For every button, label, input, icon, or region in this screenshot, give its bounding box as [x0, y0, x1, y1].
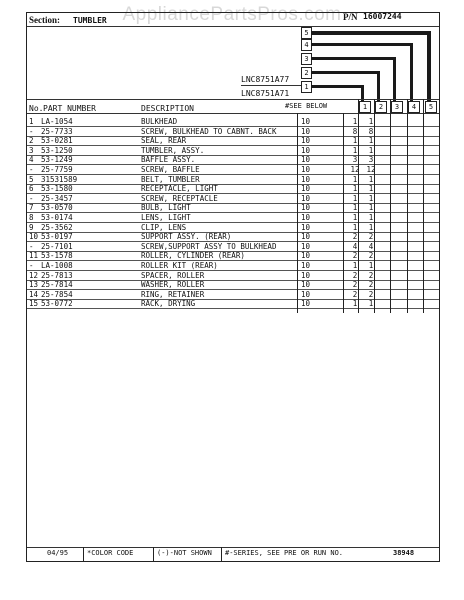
part-no: 9 — [29, 222, 34, 232]
qty: 10 — [301, 232, 311, 242]
part-description: BAFFLE ASSY. — [141, 155, 196, 165]
footer-color-code: *COLOR CODE — [87, 549, 134, 557]
count-col-1: 1 — [352, 117, 358, 126]
part-description: CLIP, LENS — [141, 222, 187, 232]
part-no: 11 — [29, 251, 39, 261]
col6-line — [423, 99, 424, 313]
section-label: Section: — [29, 15, 60, 25]
qty: 10 — [301, 193, 311, 203]
count-col-1: 1 — [352, 193, 358, 203]
part-no: 1 — [29, 117, 34, 126]
part-number: 25-7814 — [41, 280, 73, 290]
part-description: SPACER, ROLLER — [141, 270, 205, 280]
leader-3-v — [393, 57, 396, 101]
qty: 10 — [301, 241, 311, 251]
footer-doc-no: 38948 — [393, 549, 415, 557]
count-col-2: 1 — [368, 184, 374, 194]
part-no: - — [29, 261, 34, 270]
part-no: 10 — [29, 232, 39, 242]
count-col-1: 8 — [352, 126, 358, 136]
part-description: RACK, DRYING — [141, 299, 196, 309]
parts-list-sheet — [26, 12, 440, 562]
part-no: - — [29, 165, 34, 174]
count-col-1: 2 — [352, 280, 358, 290]
qty: 10 — [301, 222, 311, 232]
count-col-1: 1 — [352, 184, 358, 194]
count-col-2: 1 — [368, 193, 374, 203]
bottom-box-3: 3 — [391, 101, 403, 113]
qty: 10 — [301, 251, 311, 261]
part-number: 25-7733 — [41, 126, 73, 136]
part-no: - — [29, 241, 34, 251]
footer-not-shown: (-)-NOT SHOWN — [157, 549, 212, 557]
part-description: SEAL, REAR — [141, 136, 187, 146]
leader-4-h — [311, 43, 413, 46]
count-col-2: 2 — [368, 251, 374, 261]
qty: 10 — [301, 126, 311, 136]
count-col-2: 1 — [368, 213, 374, 222]
qty: 10 — [301, 213, 311, 222]
qty: 10 — [301, 261, 311, 270]
count-col-2: 1 — [368, 136, 374, 146]
part-no: - — [29, 193, 34, 203]
count-col-2: 1 — [368, 117, 374, 126]
count-col-2: 3 — [368, 155, 374, 165]
part-description: RING, RETAINER — [141, 289, 205, 299]
qty: 10 — [301, 174, 311, 184]
leader-1-h — [311, 85, 363, 88]
footer-div-3 — [221, 547, 222, 561]
part-description: SUPPORT ASSY. (REAR) — [141, 232, 232, 242]
qty: 10 — [301, 289, 311, 299]
header-rule — [27, 26, 439, 27]
part-number: 31531589 — [41, 174, 78, 184]
count-col-2: 8 — [368, 126, 374, 136]
part-description: BULKHEAD — [141, 117, 178, 126]
part-no: 5 — [29, 174, 34, 184]
col4-line — [390, 99, 391, 313]
part-no: 7 — [29, 203, 34, 213]
count-col-1: 1 — [352, 203, 358, 213]
leader-5-h — [311, 31, 431, 35]
count-col-1: 1 — [352, 136, 358, 146]
part-description: BULB, LIGHT — [141, 203, 191, 213]
col-part-number: PART NUMBER — [43, 104, 96, 113]
qty: 10 — [301, 136, 311, 146]
leader-5-v — [427, 31, 431, 101]
count-col-2: 2 — [368, 280, 374, 290]
part-number: 25-7813 — [41, 270, 73, 280]
part-description: SCREW, RECEPTACLE — [141, 193, 218, 203]
bottom-box-5: 5 — [425, 101, 437, 113]
part-no: 2 — [29, 136, 34, 146]
section-value: TUMBLER — [73, 16, 107, 25]
count-col-1: 2 — [352, 270, 358, 280]
qty: 10 — [301, 280, 311, 290]
count-col-1: 1 — [352, 299, 358, 309]
part-number: 25-3562 — [41, 222, 73, 232]
count-col-2: 1 — [368, 145, 374, 155]
footer-date: 04/95 — [47, 549, 69, 557]
footer-div-2 — [153, 547, 154, 561]
col-box-5: 5 — [301, 27, 312, 39]
count-col-1: 3 — [352, 155, 358, 165]
leader-3-h — [311, 57, 395, 60]
qty-col-line — [297, 113, 298, 313]
part-no: 6 — [29, 184, 34, 194]
part-description: BELT, TUMBLER — [141, 174, 200, 184]
count-col-2: 1 — [368, 261, 374, 270]
part-number: 53-0197 — [41, 232, 73, 242]
col-box-2: 2 — [301, 67, 312, 79]
part-number: 53-1580 — [41, 184, 73, 194]
count-col-2: 2 — [368, 289, 374, 299]
watermark: AppliancePartsPros.com — [122, 4, 342, 25]
col-description: DESCRIPTION — [141, 104, 194, 113]
part-description: WASHER, ROLLER — [141, 280, 205, 290]
colhdr-bottom-rule — [27, 113, 439, 114]
count-col-1: 1 — [352, 213, 358, 222]
part-number: 53-0772 — [41, 299, 73, 309]
part-number: 53-0174 — [41, 213, 73, 222]
footer-series: #-SERIES, SEE PRE OR RUN NO. — [225, 549, 344, 557]
footer-div-1 — [83, 547, 84, 561]
col1-line — [343, 113, 344, 313]
colhdr-top-rule — [27, 99, 439, 100]
count-col-1: 1 — [352, 174, 358, 184]
part-number: 53-0281 — [41, 136, 73, 146]
count-col-2: 2 — [368, 232, 374, 242]
col-no: No. — [29, 104, 44, 113]
part-number: 53-1578 — [41, 251, 73, 261]
footer-rule — [27, 547, 439, 548]
model-1: LNC8751A77 — [241, 75, 290, 84]
qty: 10 — [301, 270, 311, 280]
part-no: 8 — [29, 213, 34, 222]
leader-4-v — [410, 43, 413, 101]
count-col-2: 1 — [368, 222, 374, 232]
part-no: 15 — [29, 299, 39, 309]
count-col-1: 1 — [352, 261, 358, 270]
qty: 10 — [301, 165, 311, 174]
count-col-1: 2 — [352, 251, 358, 261]
count-col-1: 2 — [352, 289, 358, 299]
count-col-1: 1 — [352, 222, 358, 232]
part-description: RECEPTACLE, LIGHT — [141, 184, 218, 194]
part-number: 25-7759 — [41, 165, 73, 174]
part-description: SCREW, BULKHEAD TO CABNT. BACK — [141, 126, 277, 136]
qty: 10 — [301, 155, 311, 165]
qty: 10 — [301, 299, 311, 309]
col-see-below: #SEE BELOW — [285, 102, 328, 110]
bottom-box-4: 4 — [408, 101, 420, 113]
part-number: LA-1008 — [41, 261, 73, 270]
bottom-box-1: 1 — [359, 101, 371, 113]
col3-line — [374, 99, 375, 313]
qty: 10 — [301, 184, 311, 194]
part-description: ROLLER, CYLINDER (REAR) — [141, 251, 245, 261]
count-col-2: 1 — [368, 203, 374, 213]
leader-2-h — [311, 71, 379, 74]
col-box-3: 3 — [301, 53, 312, 65]
count-col-2: 4 — [368, 241, 374, 251]
count-col-2: 12 — [366, 165, 376, 174]
part-number: 25-7101 — [41, 241, 73, 251]
part-number: 25-7854 — [41, 289, 73, 299]
part-number: 53-1250 — [41, 145, 73, 155]
part-no: 4 — [29, 155, 34, 165]
qty: 10 — [301, 145, 311, 155]
qty: 10 — [301, 203, 311, 213]
part-no: - — [29, 126, 34, 136]
part-number: 53-0570 — [41, 203, 73, 213]
leader-2-v — [377, 71, 380, 101]
part-description: SCREW,SUPPORT ASSY TO BULKHEAD — [141, 241, 277, 251]
part-no: 13 — [29, 280, 39, 290]
bottom-box-2: 2 — [375, 101, 387, 113]
part-description: ROLLER KIT (REAR) — [141, 261, 218, 270]
col2-line — [358, 99, 359, 313]
count-col-1: 12 — [350, 165, 360, 174]
part-description: TUMBLER, ASSY. — [141, 145, 205, 155]
model-2: LNC8751A71 — [241, 89, 290, 98]
count-col-1: 2 — [352, 232, 358, 242]
count-col-1: 4 — [352, 241, 358, 251]
col5-line — [407, 99, 408, 313]
qty: 10 — [301, 117, 311, 126]
col-box-1: 1 — [301, 81, 312, 93]
part-no: 3 — [29, 145, 34, 155]
row-rule — [27, 308, 439, 309]
count-col-2: 1 — [368, 174, 374, 184]
model-1-rule — [241, 85, 301, 86]
part-description: SCREW, BAFFLE — [141, 165, 200, 174]
count-col-2: 1 — [368, 299, 374, 309]
part-description: LENS, LIGHT — [141, 213, 191, 222]
part-number: 53-1249 — [41, 155, 73, 165]
pn-value: 16007244 — [363, 12, 402, 21]
part-no: 12 — [29, 270, 39, 280]
count-col-1: 1 — [352, 145, 358, 155]
part-number: 25-3457 — [41, 193, 73, 203]
col-box-4: 4 — [301, 39, 312, 51]
part-number: LA-1054 — [41, 117, 73, 126]
pn-label: P/N — [343, 12, 358, 22]
part-no: 14 — [29, 289, 39, 299]
count-col-2: 2 — [368, 270, 374, 280]
